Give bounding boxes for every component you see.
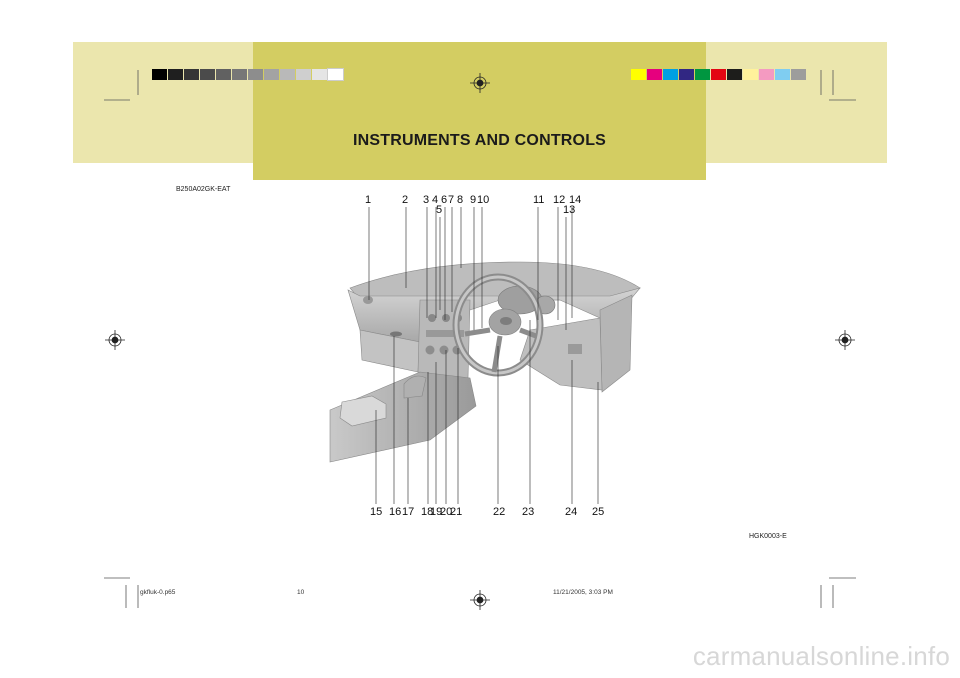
callout-12: 12 [553, 194, 566, 206]
page-title: INSTRUMENTS AND CONTROLS [352, 132, 607, 149]
callout-7: 7 [448, 194, 455, 206]
callout-21: 21 [450, 506, 463, 518]
callout-11: 11 [533, 194, 545, 206]
watermark: carmanualsonline.info [692, 641, 950, 671]
callout-16: 16 [389, 506, 402, 518]
footer-file: gkfluk-0.p65 [140, 589, 176, 596]
callout-24: 24 [565, 506, 578, 518]
callout-10: 10 [477, 194, 490, 206]
callout-18: 18 [421, 506, 434, 518]
callout-25: 25 [592, 506, 605, 518]
callout-5: 5 [436, 204, 443, 216]
footer-page: 10 [297, 589, 305, 596]
figure-code: HGK0003-E [749, 533, 787, 540]
callout-8: 8 [457, 194, 464, 206]
reference-code: B250A02GK-EAT [176, 186, 231, 193]
callout-2: 2 [402, 194, 409, 206]
callout-14: 14 [569, 194, 582, 206]
callout-3: 3 [423, 194, 430, 206]
callout-9: 9 [470, 194, 477, 206]
callout-15: 15 [370, 506, 383, 518]
callout-6: 6 [441, 194, 448, 206]
callout-20: 20 [440, 506, 453, 518]
callout-1: 1 [365, 194, 372, 206]
callout-23: 23 [522, 506, 535, 518]
callout-19: 19 [430, 506, 443, 518]
callout-4: 4 [432, 194, 439, 206]
callout-22: 22 [493, 506, 506, 518]
footer-timestamp: 11/21/2005, 3:03 PM [553, 589, 613, 596]
callout-17: 17 [402, 506, 415, 518]
callout-13: 13 [563, 204, 576, 216]
